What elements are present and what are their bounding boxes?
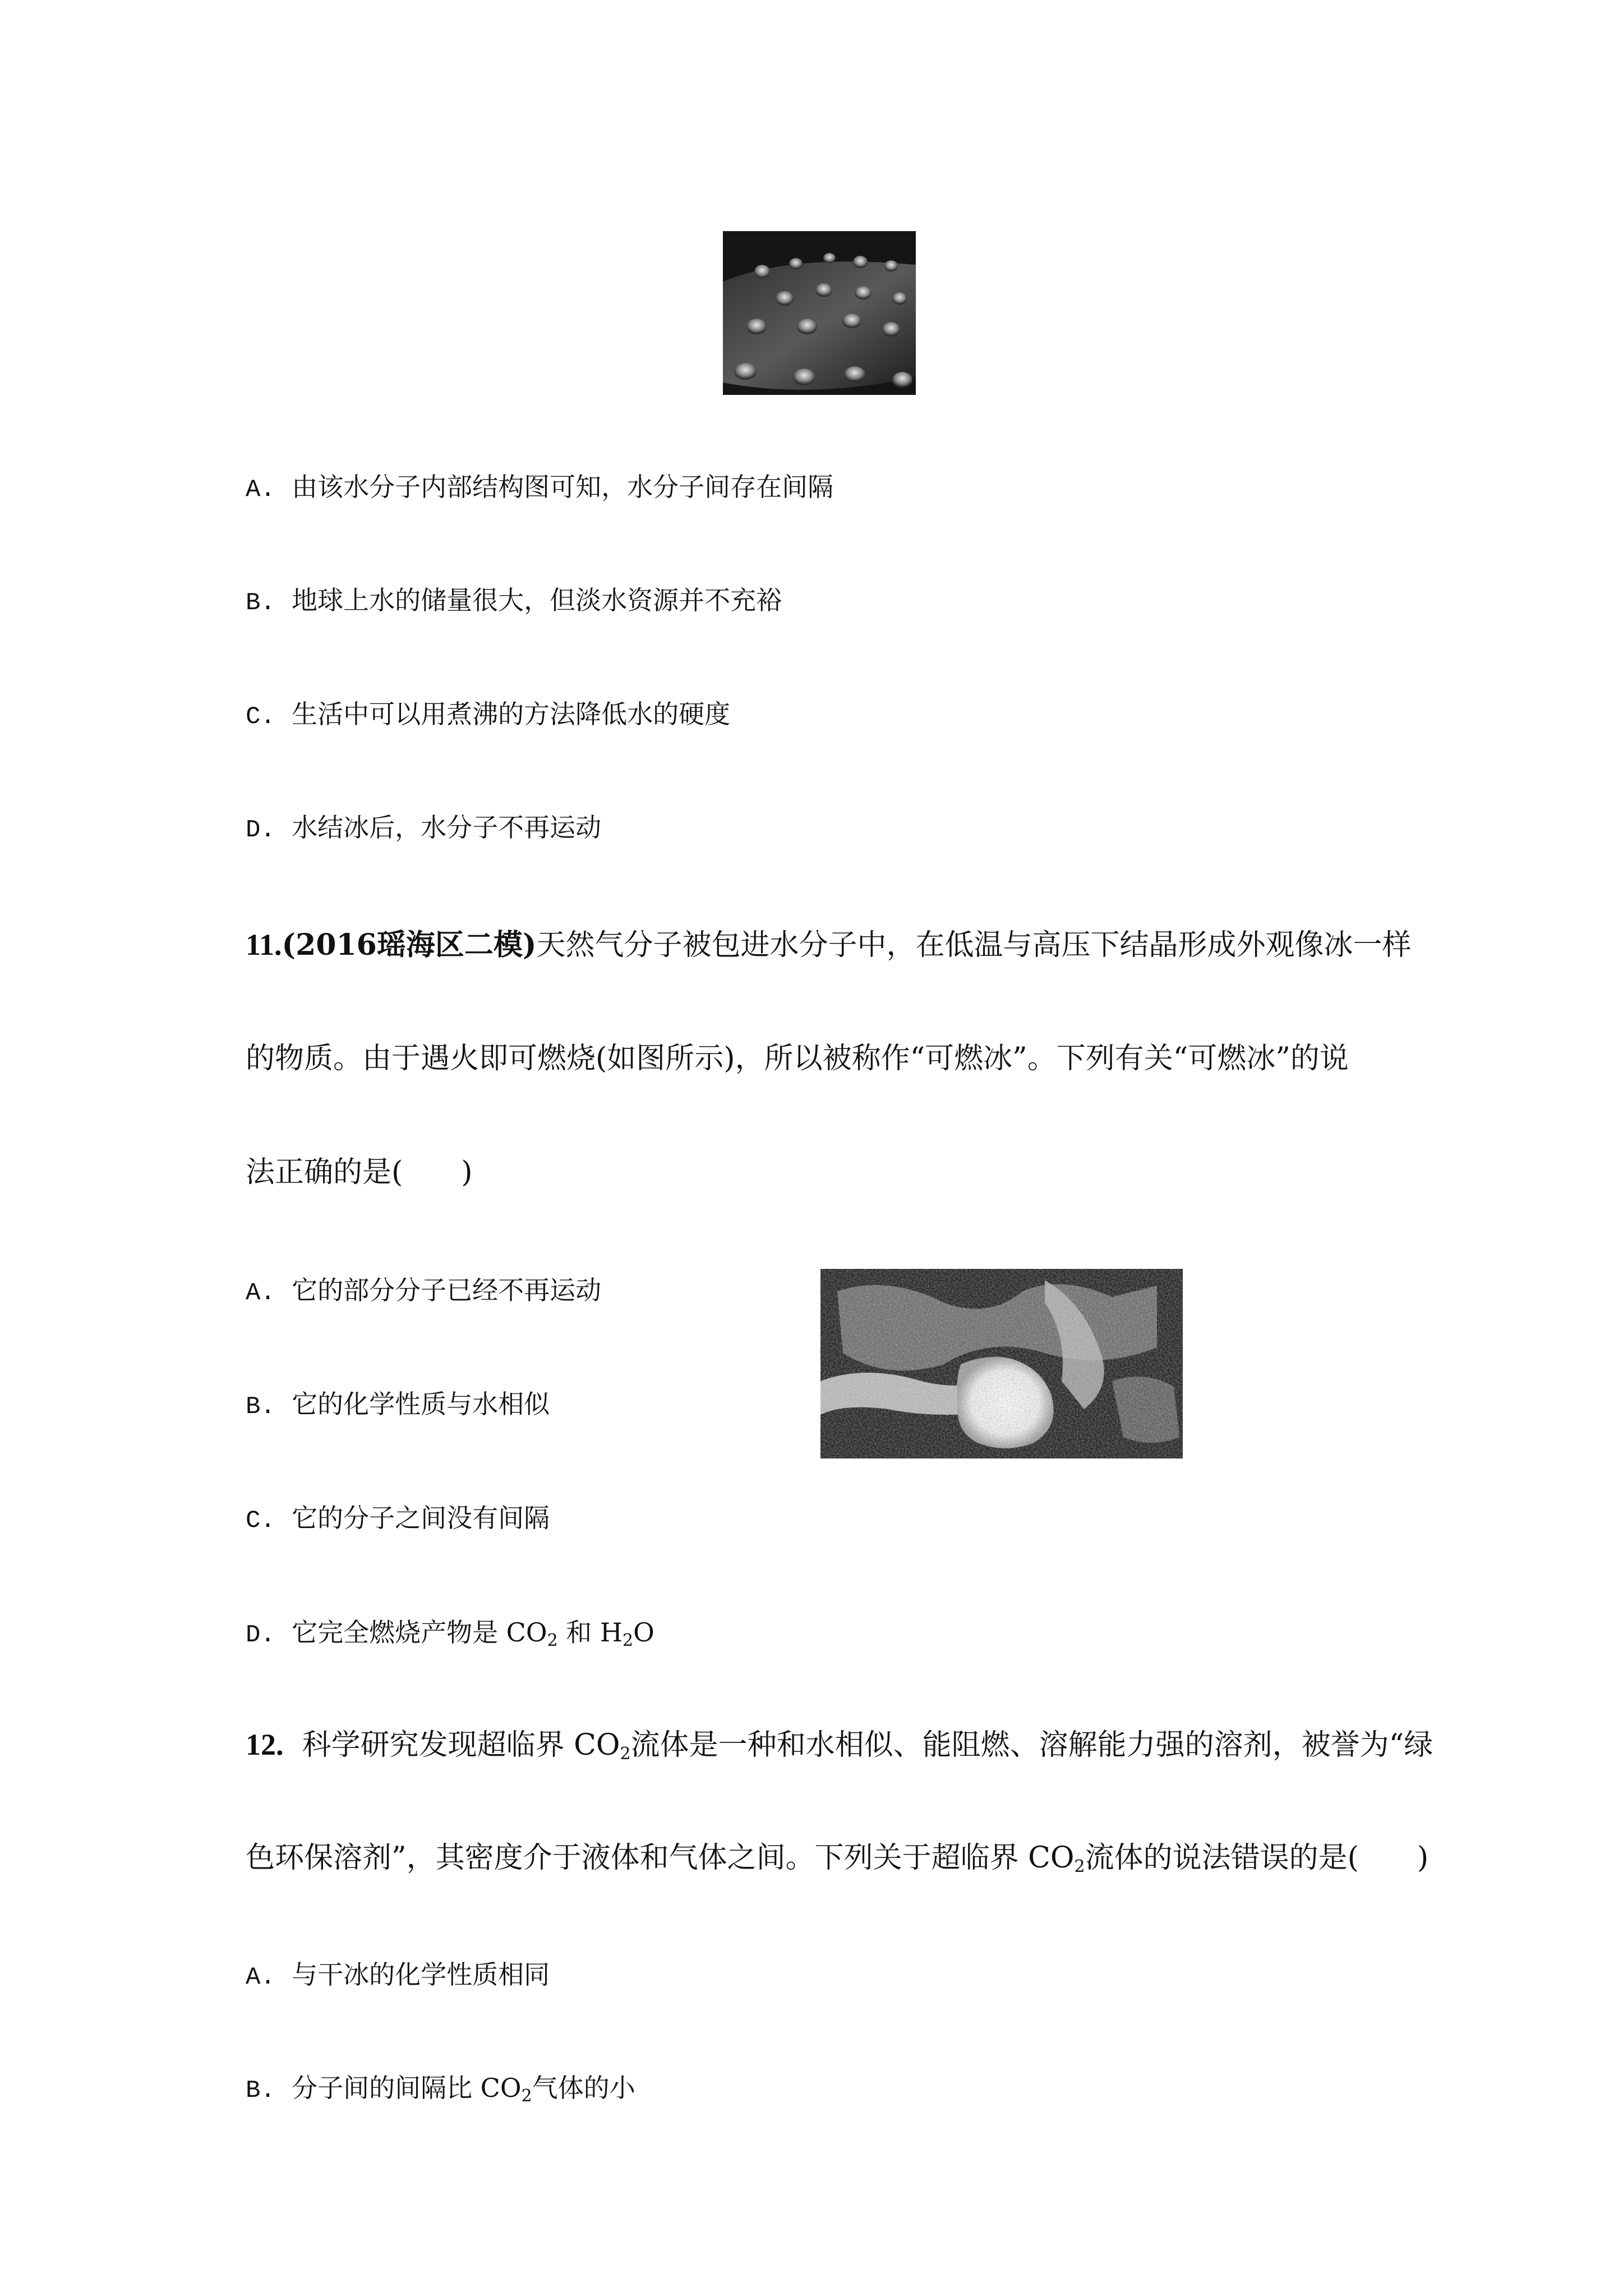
q12-option-b: B. 分子间的间隔比 $CO_2$气体的小 bbox=[246, 2073, 635, 2106]
q11-option-b: B. 它的化学性质与水相似 bbox=[246, 1389, 550, 1421]
q11-stem-line-1: 11.(2016瑶海区二模)天然气分子被包进水分子中，在低温与高压下结晶形成外观像冰一样 bbox=[246, 928, 1412, 962]
q12-stem-line-2: 色环保溶剂”，其密度介于液体和气体之间。下列关于超临界 $CO_2$流体的说法错误的是( ) bbox=[246, 1841, 1429, 1876]
question-number: 12. bbox=[246, 1728, 284, 1761]
q10-option-d: D. 水结冰后，水分子不再运动 bbox=[246, 812, 602, 844]
q12-option-a: A. 与干冰的化学性质相同 bbox=[246, 1959, 550, 1991]
q10-option-c: C. 生活中可以用煮沸的方法降低水的硬度 bbox=[246, 699, 731, 731]
q11-option-a: A. 它的部分分子已经不再运动 bbox=[246, 1275, 602, 1307]
q11-stem-line-2: 的物质。由于遇火即可燃烧(如图所示)，所以被称作“可燃冰”。下列有关“可燃冰”的说 bbox=[246, 1042, 1349, 1075]
q11-option-d: D. 它完全燃烧产物是 $CO_2$ 和 $H_2O$ bbox=[246, 1617, 654, 1650]
q10-option-b: B. 地球上水的储量很大，但淡水资源并不充裕 bbox=[246, 585, 782, 617]
q10-option-a: A. 由该水分子内部结构图可知，水分子间存在间隔 bbox=[246, 472, 834, 504]
q11-stem-line-3: 法正确的是( ) bbox=[246, 1156, 473, 1189]
question-source: (2016瑶海区二模) bbox=[282, 928, 537, 962]
q12-stem-line-1: 12. 科学研究发现超临界 $CO_2$流体是一种和水相似、能阻燃、溶解能力强的溶剂，被誉为“绿 bbox=[246, 1728, 1433, 1764]
water-molecule-structure-image bbox=[723, 231, 916, 395]
q11-option-c: C. 它的分子之间没有间隔 bbox=[246, 1503, 550, 1535]
burning-combustible-ice-image bbox=[820, 1269, 1183, 1458]
question-number: 11. bbox=[246, 928, 282, 961]
